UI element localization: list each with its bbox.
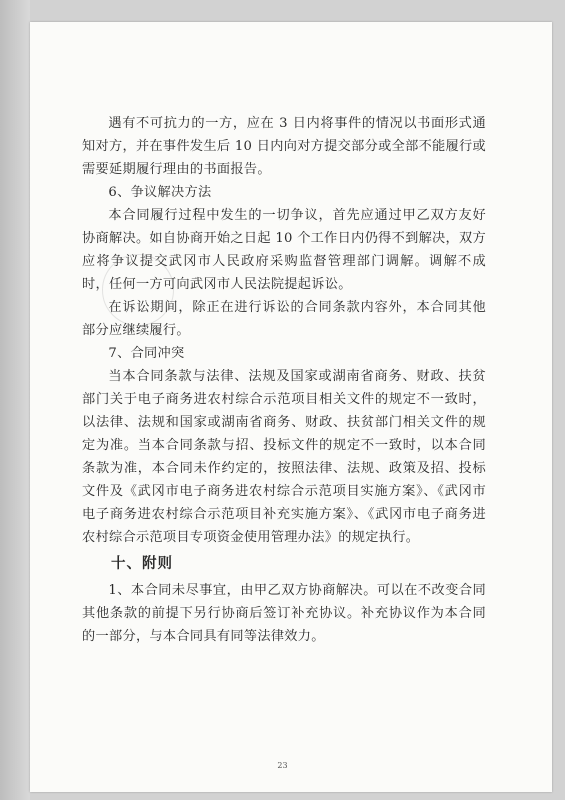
page-number: 23 [277, 761, 288, 770]
contract-conflict-heading: 7、合同冲突 [108, 346, 185, 361]
litigation-period-paragraph: 在诉讼期间，除正在进行诉讼的合同条款内容外，本合同其他部分应继续履行。 [82, 300, 486, 338]
supplementary-provisions-heading: 十、附则 [111, 556, 173, 572]
contract-conflict-paragraph: 当本合同条款与法律、法规及国家或湖南省商务、财政、扶贫部门关于电子商务进农村综合示范项目相关文件的规定不一致时，以法律、法规和国家或湖南省商务、财政、扶贫部门相关文件的规定为准。当本合同条款与招、投标文件的规定不一致时，以本合同条款为准，本合同未作约定的，按照法律、法规、政策及招、投标文件及《武冈市电子商务进农村综合示范项目实施方案》、《武冈市电子商务进农村综合示范项目补充实施方案》、《武冈市电子商务进农村综合示范项目专项资金使用管理办法》的规定执行。 [82, 369, 486, 545]
supplementary-provisions-paragraph: 1、本合同未尽事宜，由甲乙双方协商解决。可以在不改变合同其他条款的前提下另行协商后签订补充协议。补充协议作为本合同的一部分，与本合同具有同等法律效力。 [82, 583, 486, 644]
force-majeure-paragraph: 遇有不可抗力的一方，应在 3 日内将事件的情况以书面形式通知对方，并在事件发生后 10 日内向对方提交部分或全部不能履行或需要延期履行理由的书面报告。 [82, 116, 487, 177]
dispute-resolution-paragraph: 本合同履行过程中发生的一切争议，首先应通过甲乙双方友好协商解决。如自协商开始之日起 10 个工作日内仍得不到解决，双方应将争议提交武冈市人民政府采购监督管理部门调解。调解不成时，任何一方可向武冈市人民法院提起诉讼。 [82, 208, 487, 292]
document-body [82, 112, 486, 648]
dispute-resolution-heading: 6、争议解决方法 [108, 185, 212, 200]
scan-left-edge [0, 0, 30, 800]
